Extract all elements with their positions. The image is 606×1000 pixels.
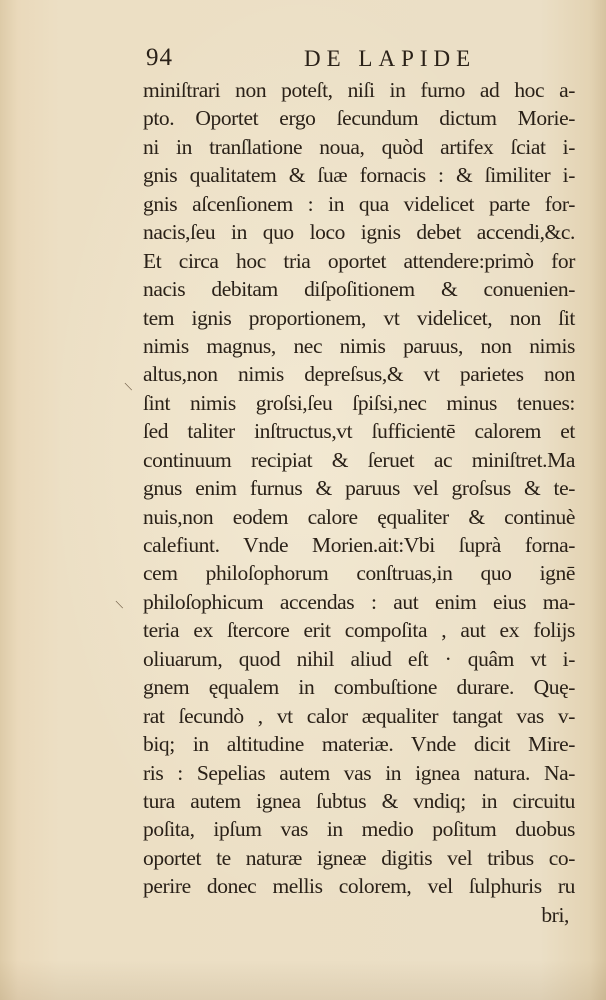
margin-tick: \ [114,597,125,614]
text-line: ris : Sepelias autem vas in ignea natura. Na- [143,760,575,785]
text-line: biq; in altitudine materiæ. Vnde dicit Mire- [143,732,575,757]
margin-tick: \ [123,379,134,396]
text-line: oportet te naturæ igneæ digitis vel tribus co- [143,845,575,870]
text-line: teria ex ſtercore erit compoſita , aut ex folijs [143,618,575,643]
text-line: nacis debitam diſpoſitionem & conuenien- [143,277,575,302]
text-line: ni in tranſlatione noua, quòd artifex ſciat i- [143,134,575,159]
text-line: gnis aſcenſionem : in qua videlicet parte for- [143,191,575,216]
text-line: miniſtrari non poteſt, niſi in furno ad hoc a- [143,78,575,102]
text-line: gnem ęqualem in combuſtione durare. Quę- [143,675,575,700]
text-line: tura autem ignea ſubtus & vndiq; in circuitu [143,788,575,813]
text-line: nacis,ſeu in quo loco ignis debet accendi,&c. [143,220,575,245]
text-line: ſed taliter inſtructus,vt ſufficientē calorem et [143,419,575,444]
text-line: cem philoſophorum conſtruas,in quo ignē [143,561,575,586]
text-line: altus,non nimis depreſsus,& vt parietes non [143,362,575,387]
text-line-last: bri, [541,902,569,927]
text-line: nuis,non eodem calore ęqualiter & continuè [143,504,575,529]
text-line: perire donec mellis colorem, vel ſulphuris ru [143,874,575,899]
text-line: ſint nimis groſsi,ſeu ſpiſsi,nec minus tenues: [143,390,575,415]
text-line: philoſophicum accendas : aut enim eius ma- [143,589,575,614]
page-number: 94 [146,44,173,71]
text-line: tem ignis proportionem, vt videlicet, non ſit [143,305,575,330]
text-line: rat ſecundò , vt calor æqualiter tangat vas v- [143,703,575,728]
text-line: Et circa hoc tria oportet attendere:primò for [143,248,575,273]
running-title: DE LAPIDE [304,46,477,71]
text-line: continuum recipiat & ſeruet ac miniſtret.Ma [143,447,575,472]
text-line: poſita, ipſum vas in medio poſitum duobus [143,817,575,842]
body-text [143,76,575,929]
text-line: calefiunt. Vnde Morien.ait:Vbi ſuprà forna- [143,533,575,557]
text-line: oliuarum, quod nihil aliud eſt · quâm vt i- [143,646,575,671]
text-line: gnis qualitatem & ſuæ fornacis : & ſimiliter i- [143,163,575,188]
text-line: pto. Oportet ergo ſecundum dictum Morie- [143,106,575,131]
page-header [146,44,496,74]
text-line: gnus enim furnus & paruus vel groſsus & te- [143,476,575,501]
text-line: nimis magnus, nec nimis paruus, non nimis [143,333,575,358]
